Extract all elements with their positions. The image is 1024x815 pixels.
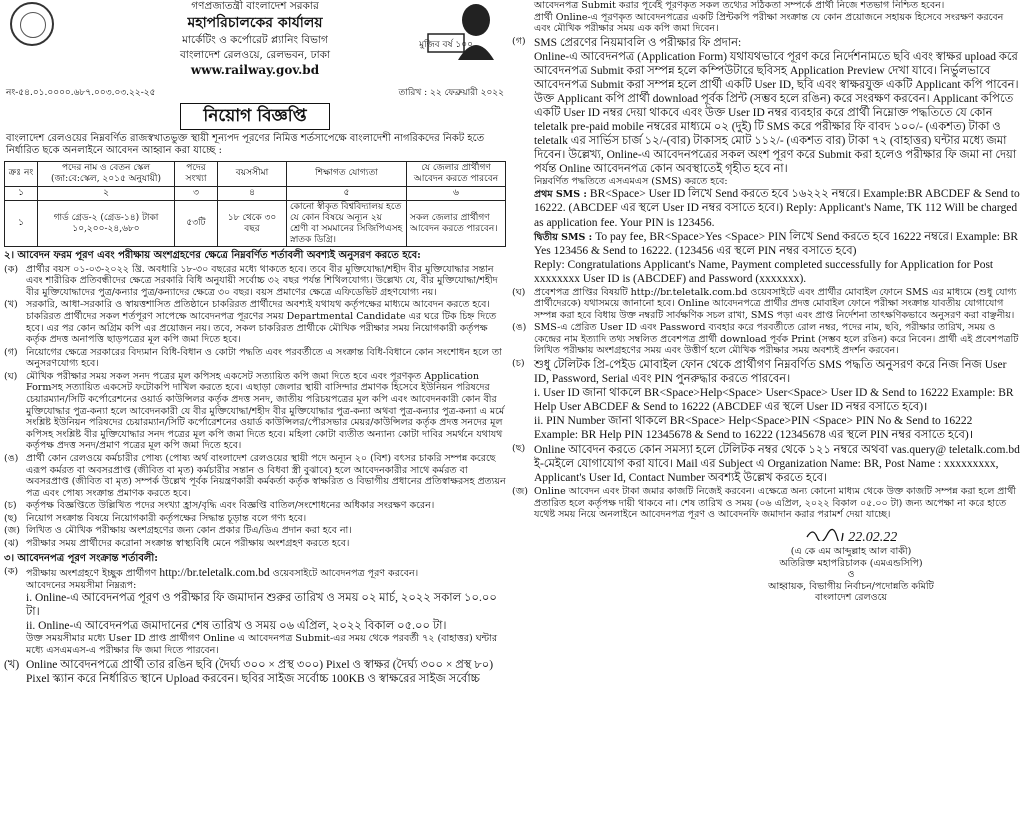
signatory-name: (এ কে এম আব্দুল্লাহ আল বাকী) bbox=[790, 546, 912, 557]
signature-date: 22.02.22 bbox=[848, 529, 898, 545]
list-item: ii. Online-এ আবেদনপত্র জমাদানের শেষ তারিখ ও সময় ০৬ এপ্রিল, ২০২২ বিকাল ০৫.০০ টা। bbox=[26, 620, 447, 633]
recovery-pin: ii. PIN Number জানা থাকলে BR<Space> Help<Space>PIN <Space> PIN No & Send to 16222 bbox=[534, 415, 973, 428]
railway-seal-icon bbox=[10, 2, 54, 46]
mujib-borsho-logo-icon bbox=[418, 0, 502, 60]
portrait-badge: মুজিব বর্ষ ১০০ bbox=[419, 40, 473, 50]
signatory-designation: অতিরিক্ত মহাপরিচালক (এমএন্ডসিপি) bbox=[779, 557, 923, 569]
table-cell: ৫৩টি bbox=[175, 200, 218, 247]
section-2-list bbox=[4, 264, 506, 550]
list-item: (ক) পরীক্ষায় অংশগ্রহণে ইচ্ছুক প্রার্থীগণ http://br.teletalk.com.bd ওয়েবসাইটে আবেদনপত্র পূরণ করবেন। bbox=[4, 565, 419, 579]
sms-heading: SMS প্রেরণের নিয়মাবলি ও পরীক্ষার ফি প্রদান: bbox=[534, 36, 742, 49]
recovery-user-id: i. User ID জানা থাকলে BR<Space>Help<Space> User<Space> User ID & Send to 16222 Example: BR Help User ABCDEF & Send to 16222 (ABCDEF এর স্থলে User ID নম্বর বসাতে হবে)। bbox=[534, 387, 1014, 414]
table-cell: ৫ bbox=[287, 186, 407, 200]
recovery-example: Example: BR Help PIN 12345678 & Send to 16222 (12345678 এর স্থলে PIN নম্বর বসাতে হবে)। bbox=[534, 429, 974, 442]
list-item: (ঙ) প্রার্থী কোন রেলওয়ে কর্মচারীর পোষ্য (পোষ্য অর্থ বাংলাদেশ রেলওয়ের স্থায়ী পদে অন্যূন ২০ (বিশ) বৎসর চাকরি সম্পন্ন করেছে এরূপ কর্মরত বা অবসরপ্রাপ্ত (জীবিত বা মৃত) কর্মচারীর সন্তান ও বিধবা স্ত্রী বুঝাবে) হলে আবেদনকারীর সাথে কর্মরত বা অবসরপ্রাপ্ত (জীবিত বা মৃত) সম্পর্ক উল্লেখ পূর্বক নিয়ন্ত্রণকারী কর্মকর্তা কর্তৃক স্বাক্ষরিত ও বিভাগীয় প্রধানের প্রতিস্বাক্ষরসহ প্রত্যয়ন পত্র এবং পোষ্য সংক্রান্ত প্রমাণক করতে হবে। bbox=[4, 452, 506, 499]
teletalk-link[interactable]: http://br.teletalk.com.bd bbox=[159, 566, 270, 579]
list-item: (ঘ) প্রবেশপত্র প্রাপ্তির বিষয়টি http://br.teletalk.com.bd ওয়েবসাইটে এবং প্রার্থীর মোবাইল ফোনে SMS এর মাধ্যমে (শুধু যোগ্য প্রার্থীদেরকে) যথাসময়ে জানানো হবে। Online আবেদনপত্রে প্রার্থীর প্রদত্ত মোবাইল ফোনে পরীক্ষা সংক্রান্ত যাবতীয় যোগাযোগ সম্পন্ন করা হবে বিধায় উক্ত নম্বরটি সার্বক্ষণিক সচল রাখা, SMS পড়া এবং প্রাপ্ত নির্দেশনা তাৎক্ষণিকভাবে অনুসরণ করা বাঞ্ছনীয়। bbox=[512, 286, 1017, 321]
sms-instructions: Online-এ আবেদনপত্র (Application Form) যথাযথভাবে পূরণ করে নির্দেশনামতে ছবি এবং স্বাক্ষর upload করে আবেদনপত্র Submit করা সম্পন্ন হলে কম্পিউটারে ছবিসহ Application Preview দেখা যাবে। নির্ভুলভাবে আবেদনপত্র Submit করা সম্পন্ন হলে প্রার্থী একটি User ID, ছবি এবং স্বাক্ষরযুক্ত একটি Applicant কপি পাবেন। উক্ত Applicant কপি প্রার্থী download পূর্বক প্রিন্ট (সম্ভব হলে রঙিন) করে সংরক্ষণ করবেন। Applicant কপিতে একটি User ID নম্বর দেয়া থাকবে এবং উক্ত User ID নম্বর ব্যবহার করে প্রার্থী নিম্নোক্ত পদ্ধতিতে যে কোন teletalk pre-paid mobile নম্বরের মাধ্যমে ০২ (দুই) টি SMS করে পরীক্ষার ফি বাবদ ১০০/- (একশত) টাকা ও teletalk এর সার্ভিস চার্জ ১২/-(বার) টাকাসহ মোট ১১২/- (একশত বার) টাকা ৭২ (বাহাত্তর) ঘন্টার মধ্যে জমা দিবেন। উল্লেখ্য, Online-এ আবেদনপত্রের সকল অংশ পূরণ করে Submit করা হলেও পরীক্ষার ফি জমা না দেয়া পর্যন্ত Online আবেদনপত্র কোন অবস্থাতেই গৃহীত হবে না। bbox=[534, 50, 1019, 175]
table-header: পদের সংখ্যা bbox=[175, 161, 218, 186]
letterhead bbox=[4, 0, 506, 86]
signatory-org: বাংলাদেশ রেলওয়ে bbox=[815, 592, 887, 604]
list-item: উক্ত সময়সীমার মধ্যে User ID প্রাপ্ত প্রার্থীগণ Online এ আবেদনপত্র Submit-এর সময় থেকে পরবর্তী ৭২ (বাহাত্তর) ঘন্টার মধ্যে এসএমএস-এ পরীক্ষার ফি জমা দিতে পারবেন। bbox=[26, 633, 498, 656]
signatory-and: ও bbox=[847, 569, 855, 581]
table-number-row bbox=[5, 186, 506, 200]
sms-section: (গ) SMS প্রেরণের নিয়মাবলি ও পরীক্ষার ফি প্রদান: Online-এ আবেদনপত্র (Application Form) যথাযথভাবে পূরণ করে নির্দেশনামতে ছবি এবং স্বাক্ষর upload করে আবেদনপত্র Submit করা সম্পন্ন হলে কম্পিউটারে ছবিসহ Application Preview দেখা যাবে। নির্ভুলভাবে আবেদনপত্র Submit করা সম্পন্ন হলে প্রার্থী একটি User ID, ছবি এবং স্বাক্ষরযুক্ত একটি Applicant কপি পাবেন। উক্ত Applicant কপি প্রার্থী download পূর্বক প্রিন্ট (সম্ভব হলে রঙিন) করে সংরক্ষণ করবেন। Applicant কপিতে একটি User ID নম্বর দেয়া থাকবে এবং উক্ত User ID নম্বর ব্যবহার করে প্রার্থী নিম্নোক্ত পদ্ধতিতে যে কোন teletalk pre-paid mobile নম্বরের মাধ্যমে ০২ (দুই) টি SMS করে পরীক্ষার ফি বাবদ ১০০/- (একশত) টাকা ও teletalk এর সার্ভিস চার্জ ১২/-(বার) টাকাসহ মোট ১১২/- (একশত বার) টাকা ৭২ (বাহাত্তর) ঘন্টার মধ্যে জমা দিবেন। উল্লেখ্য, Online-এ আবেদনপত্রের সকল অংশ পূরণ করে Submit করা হলেও পরীক্ষার ফি জমা না দেয়া পর্যন্ত Online আবেদনপত্র কোন অবস্থাতেই গৃহীত হবে না। নিম্নবর্ণিত পদ্ধতিতে এসএমএস (SMS) করতে হবে: প্রথম SMS : BR<Space> User ID লিখে Send করতে হবে ১৬২২২ নম্বরে। Example:BR ABCDEF & Send to 16222. (ABCDEF এর স্থলে User ID নম্বর বসাতে হবে।) Reply: Applicant's Name, TK 112 Will be charged as application fee. Your PIN is 123456. দ্বিতীয় SMS : To pay fee, BR<Space>Yes <Space> PIN লিখে Send করতে হবে 16222 নম্বরে। Example: BR Yes 123456 & Send to 16222. (123456 এর স্থলে PIN নম্বর বসাতে হবে) Reply: Congratulations Applicant's Name, Payment completed successfully for Application for Post xxxxxxxx User ID is (ABCDEF) and Password (xxxxxxx). bbox=[512, 35, 1020, 285]
notice-title: নিয়োগ বিজ্ঞপ্তি bbox=[180, 103, 329, 130]
list-item: প্রার্থী Online-এ পূরণকৃত আবেদনপত্রের একটি প্রিন্টকপি পরীক্ষা সংক্রান্ত যে কোন প্রয়োজনে সহায়ক হিসেবে সংরক্ষণ করবেন এবং মৌখিক পরীক্ষার সময় এক কপি জমা দিবেন। bbox=[534, 11, 1004, 35]
first-sms-label: প্রথম SMS : bbox=[534, 189, 587, 201]
list-item: (ক) প্রার্থীর বয়স ০১-০৩-২০২২ খ্রি. অবধারি ১৮-৩০ বছরের মধ্যে থাকতে হবে। তবে বীর মুক্তিযোদ্ধা/শহীদ বীর মুক্তিযোদ্ধার সন্তান এবং শারীরিক প্রতিবন্ধীদের ক্ষেত্রে সরকারি বিধি অনুযায়ী সর্বোচ্চ ৩২ বছর পর্যন্ত শিথিলযোগ্য। উল্লেখ্য যে, বীর মুক্তিযোদ্ধা/শহীদ বীর মুক্তিযোদ্ধাদের পুত্র/কন্যার পুত্র/কন্যাদের ক্ষেত্রে ৩০ বছর। বয়স প্রমাণের ক্ষেত্রে এফিডেভিট গ্রহণযোগ্য নয়। bbox=[4, 263, 498, 298]
table-cell: ১ bbox=[5, 186, 38, 200]
table-cell: সকল জেলার প্রার্থীগণ আবেদন করতে পারবেন। bbox=[407, 200, 506, 247]
sms-reply: Reply: Congratulations Applicant's Name, Payment completed successfully for Application for Post xxxxxxxx User ID is (ABCDEF) and Password (xxxxxxx). bbox=[534, 258, 994, 285]
first-sms: BR<Space> User ID লিখে Send করতে হবে ১৬২২২ নম্বরে। Example:BR ABCDEF & Send to 16222. (ABCDEF এর স্থলে User ID নম্বর বসাতে হবে।) Reply: Applicant's Name, TK 112 Will be charged as application fee. Your PIN is 123456. bbox=[534, 188, 1020, 229]
signatory-committee: আহ্বায়ক, বিভাগীয় নির্বাচন/পদোন্নতি কমিটি bbox=[768, 580, 934, 592]
right-column bbox=[512, 0, 1020, 604]
second-sms-label: দ্বিতীয় SMS : bbox=[534, 231, 593, 243]
post-table bbox=[4, 161, 506, 248]
table-header: বয়সসীমা bbox=[218, 161, 287, 186]
department-name: মার্কেটিং ও কর্পোরেট প্ল্যানিং বিভাগ bbox=[182, 33, 328, 46]
table-cell: ৪ bbox=[218, 186, 287, 200]
memo-line bbox=[4, 88, 506, 99]
section-3-heading: ৩। আবেদনপত্র পূরণ সংক্রান্ত শর্তাবলী: bbox=[4, 552, 158, 564]
table-cell: কোনো স্বীকৃত বিশ্ববিদ্যালয় হতে যে কোন বিষয়ে অন্যূন ২য় শ্রেণী বা সমমানের সিজিপিএসহ স্নাতক ডিগ্রি। bbox=[287, 200, 407, 247]
list-item: (খ) সরকারি, আধা-সরকারি ও স্বায়ত্তশাসিত প্রতিষ্ঠানে চাকরিরত প্রার্থীদের অবশ্যই যথাযথ কর্তৃপক্ষের মাধ্যমে আবেদন করতে হবে। চাকরিরত প্রার্থীদের সকল শর্তপূরণ সাপেক্ষে আবেদনপত্র পূরণের সময় Departmental Candidate এর ঘরে টিক চিহ্ন দিতে হবে। এর পর কোন অগ্রিম কপি এর প্রয়োজন নয়। তবে, সকল চাকরিরত প্রার্থীকে মৌখিক পরীক্ষার সময় নিয়োগকারী কর্তৃপক্ষ কর্তৃক প্রদত্ত অনাপত্তি ছাড়পত্রের মূল কপি জমা দিতে হবে। bbox=[4, 299, 497, 346]
table-header: যে জেলার প্রার্থীগণ আবেদন করতে পারবেন bbox=[407, 161, 506, 186]
table-header: ক্রঃ নং bbox=[5, 161, 38, 186]
list-item: (ঝ) পরীক্ষার সময় প্রার্থীদের করোনা সংক্রান্ত স্বাস্থ্যবিধি মেনে পরীক্ষায় অংশগ্রহণ করতে হবে। bbox=[4, 537, 350, 549]
website-link[interactable]: www.railway.gov.bd bbox=[190, 63, 320, 78]
signature-mark bbox=[682, 527, 1020, 546]
list-item: (গ) নিয়োগের ক্ষেত্রে সরকারের বিদ্যমান বিধি-বিধান ও কোটা পদ্ধতি এবং পরবর্তীতে এ সংক্রান্ত বিধি-বিধানে কোন সংশোধন হলে তা অনুসরণযোগ্য হবে। bbox=[4, 346, 502, 370]
list-item: (ছ) নিয়োগ সংক্রান্ত বিষয়ে নিয়োগকারী কর্তৃপক্ষের সিদ্ধান্ত চূড়ান্ত বলে গণ্য হবে। bbox=[4, 512, 307, 524]
signature-scribble-icon bbox=[805, 527, 845, 541]
table-header: শিক্ষাগত যোগ্যতা bbox=[287, 161, 407, 186]
table-cell: ২ bbox=[38, 186, 175, 200]
table-cell: ৬ bbox=[407, 186, 506, 200]
signature-block bbox=[512, 527, 1020, 604]
list-item: i. Online-এ আবেদনপত্র পূরণ ও পরীক্ষার ফি জমাদান শুরুর তারিখ ও সময় ০২ মার্চ, ২০২২ সকাল ১০.০০ টা। bbox=[26, 592, 497, 619]
list-item: (চ) কর্তৃপক্ষ বিজ্ঞপ্তিতে উল্লিখিত পদের সংখ্যা হ্রাস/বৃদ্ধি এবং বিজ্ঞপ্তি বাতিল/সংশোধনের অধিকার সংরক্ষণ করেন। bbox=[4, 500, 435, 512]
sms-method: নিম্নবর্ণিত পদ্ধতিতে এসএমএস (SMS) করতে হবে: bbox=[534, 175, 728, 187]
list-item: আবেদনপত্র Submit করার পূর্বেই পূরণকৃত সকল তথ্যের সঠিকতা সম্পর্কে প্রার্থী নিজে শতভাগ নিশ্চিত হবেন। bbox=[534, 0, 945, 11]
office-name: মহাপরিচালকের কার্যালয় bbox=[187, 14, 323, 31]
intro-text: বাংলাদেশ রেলওয়ের নিম্নবর্ণিত রাজস্বখাতভুক্ত স্থায়ী শূন্যপদ পূরণের নিমিত্ত শর্তসাপেক্ষে বাংলাদেশী নাগরিকদের নিকট হতে নির্ধারিত ছকে অনলাইনে আবেদন আহ্বান করা যাচ্ছে : bbox=[6, 132, 485, 157]
govt-name: গণপ্রজাতন্ত্রী বাংলাদেশ সরকার bbox=[191, 0, 319, 12]
memo-date: তারিখ : ২২ ফেব্রুয়ারী ২০২২ bbox=[398, 88, 504, 98]
list-item: আবেদনের সময়সীমা নিম্নরূপ: bbox=[26, 579, 137, 591]
list-item: (জ) Online আবেদন এবং টাকা জমার কাজটি নিজেই করবেন। এক্ষেত্রে অন্য কোনো মাধ্যম থেকে উক্ত কাজটি সম্পন্ন করা হলে প্রার্থী প্রতারিত হলে কর্তৃপক্ষ দায়ী থাকবে না। শেষ তারিখ ও সময় (০৬ এপ্রিল, ২০২২ বিকাল ০৫.০০ টা) জন্য অপেক্ষা না করে হাতে যথেষ্ট সময় নিয়ে অনলাইনে আবেদনপত্র পূরণ ও আবেদনফি জমাদান করার পরামর্শ দেয়া যাচ্ছে। bbox=[512, 486, 1017, 521]
table-cell: ১৮ থেকে ৩০ বছর bbox=[218, 200, 287, 247]
list-item: (জ) লিখিত ও মৌখিক পরীক্ষায় অংশগ্রহণের জন্য কোন প্রকার টিএ/ডিএ প্রদান করা হবে না। bbox=[4, 525, 352, 537]
table-header-row bbox=[5, 161, 506, 186]
second-sms: To pay fee, BR<Space>Yes <Space> PIN লিখে Send করতে হবে 16222 নম্বরে। Example: BR Yes 123456 & Send to 16222. (123456 এর স্থলে PIN নম্বর বসাতে হবে) bbox=[534, 230, 1019, 257]
office-address: বাংলাদেশ রেলওয়ে, রেলভবন, ঢাকা bbox=[179, 48, 331, 61]
table-cell: গার্ড গ্রেড-২ (গ্রেড-১৪) টাকা ১০,২০০-২৪,৬৮০ bbox=[38, 200, 175, 247]
section-2-heading: ২। আবেদন ফরম পূরণ এবং পরীক্ষায় অংশগ্রহণের ক্ষেত্রে নিম্নবর্ণিত শর্তাবলী অবশ্যই অনুসরণ করতে হবে: bbox=[4, 250, 421, 262]
table-row bbox=[5, 200, 506, 247]
table-cell: ৩ bbox=[175, 186, 218, 200]
table-cell: ১ bbox=[5, 200, 38, 247]
list-item: (ঘ) মৌখিক পরীক্ষার সময় সকল সনদ পত্রের মূল কপিসহ একসেট সত্যায়িত কপি জমা দিতে হবে এবং পূরণকৃত Application Formসহ সত্যায়িত একসেট ফটোকপি দাখিল করতে হবে। এছাড়া জেলার স্থায়ী বাসিন্দার প্রমাণক হিসেবে ইউনিয়ন পরিষদের চেয়ারম্যান/সিটি কর্পোরেশনের ওয়ার্ড কাউন্সিলর কর্তৃক প্রদত্ত সনদ, জাতীয় পরিচয়পত্রের মূল কপি এবং আবেদনকারী কোন বীর মুক্তিযোদ্ধার পুত্র-কন্যা হলে আবেদনকারী যে বীর মুক্তিযোদ্ধা/শহীদ বীর মুক্তিযোদ্ধার পুত্র-কন্যা অথবা পুত্র-কন্যার পুত্র-কন্যা এ মর্মে সংশ্লিষ্ট ইউনিয়ন পরিষদের চেয়ারম্যান/সিটি কর্পোরেশনের ওয়ার্ড কাউন্সিলর/পৌরসভার মেয়র/কাউন্সিলর কর্তৃক প্রদত্ত সনদের মূল কপিসহ সংশ্লিষ্ট বীর মুক্তিযোদ্ধার সনদ পত্রের মূল কপি জমা দিতে হবে। মহিলা কোটা ব্যতীত অন্যান্য কোটা দাবির সমর্থনে যথাযথ কর্তৃপক্ষ প্রদত্ত সনদ/প্রমাণ পত্রের মূল কপি জমা দিতে হবে। bbox=[4, 370, 505, 452]
table-header: পদের নাম ও বেতন স্কেল (জা:বে:স্কেল, ২০১৫ অনুযায়ী) bbox=[38, 161, 175, 186]
left-column bbox=[4, 0, 506, 686]
list-item: (খ) Online আবেদনপত্রে প্রার্থী তার রঙিন ছবি (দৈর্ঘ্য ৩০০ × প্রস্থ ৩০০) Pixel ও স্বাক্ষর (দৈর্ঘ্য ৩০০ × প্রস্থ ৮০) Pixel স্ক্যান করে নির্ধারিত স্থানে Upload করবেন। ছবির সাইজ সর্বোচ্চ 100KB ও স্বাক্ষরের সাইজ সর্বোচ্চ bbox=[4, 658, 494, 685]
memo-number: নং-৫৪.০১.০০০০.৬৮৭.০০৩.০৩.২২-২৫ bbox=[6, 88, 156, 98]
list-item: (ছ) Online আবেদন করতে কোন সমস্যা হলে টেলিটক নম্বর থেকে ১২১ নম্বরে অথবা vas.query@ teletalk.com.bd ই-মেইলে যোগাযোগ করা যাবে। Mail এর Subject এ Organization Name: BR, Post Name : xxxxxxxxx, Applicant's User Id, Contact Number অবশ্যই উল্লেখ করতে হবে। bbox=[512, 443, 1020, 485]
list-item: (চ) শুধু টেলিটক প্রি-পেইড মোবাইল ফোন থেকে প্রার্থীগণ নিম্নবর্ণিত SMS পদ্ধতি অনুসরণ করে নিজ নিজ User ID, Password, Serial এবং PIN পুনরুদ্ধার করতে পারবেন। bbox=[512, 358, 1007, 386]
list-item: (ঙ) SMS-এ প্রেরিত User ID এবং Password ব্যবহার করে পরবর্তীতে রোল নম্বর, পদের নাম, ছবি, পরীক্ষার তারিখ, সময় ও কেন্দ্রের নাম ইত্যাদি তথ্য সম্বলিত প্রবেশপত্র প্রার্থী download পূর্বক Print (সম্ভব হলে রঙিন) করে নিবেন। প্রার্থী এই প্রবেশপত্রটি লিখিত পরীক্ষায় অংশগ্রহণের সময় এবং উত্তীর্ণ হলে মৌখিক পরীক্ষার সময় অবশ্যই প্রদর্শন করবেন। bbox=[512, 322, 1019, 357]
